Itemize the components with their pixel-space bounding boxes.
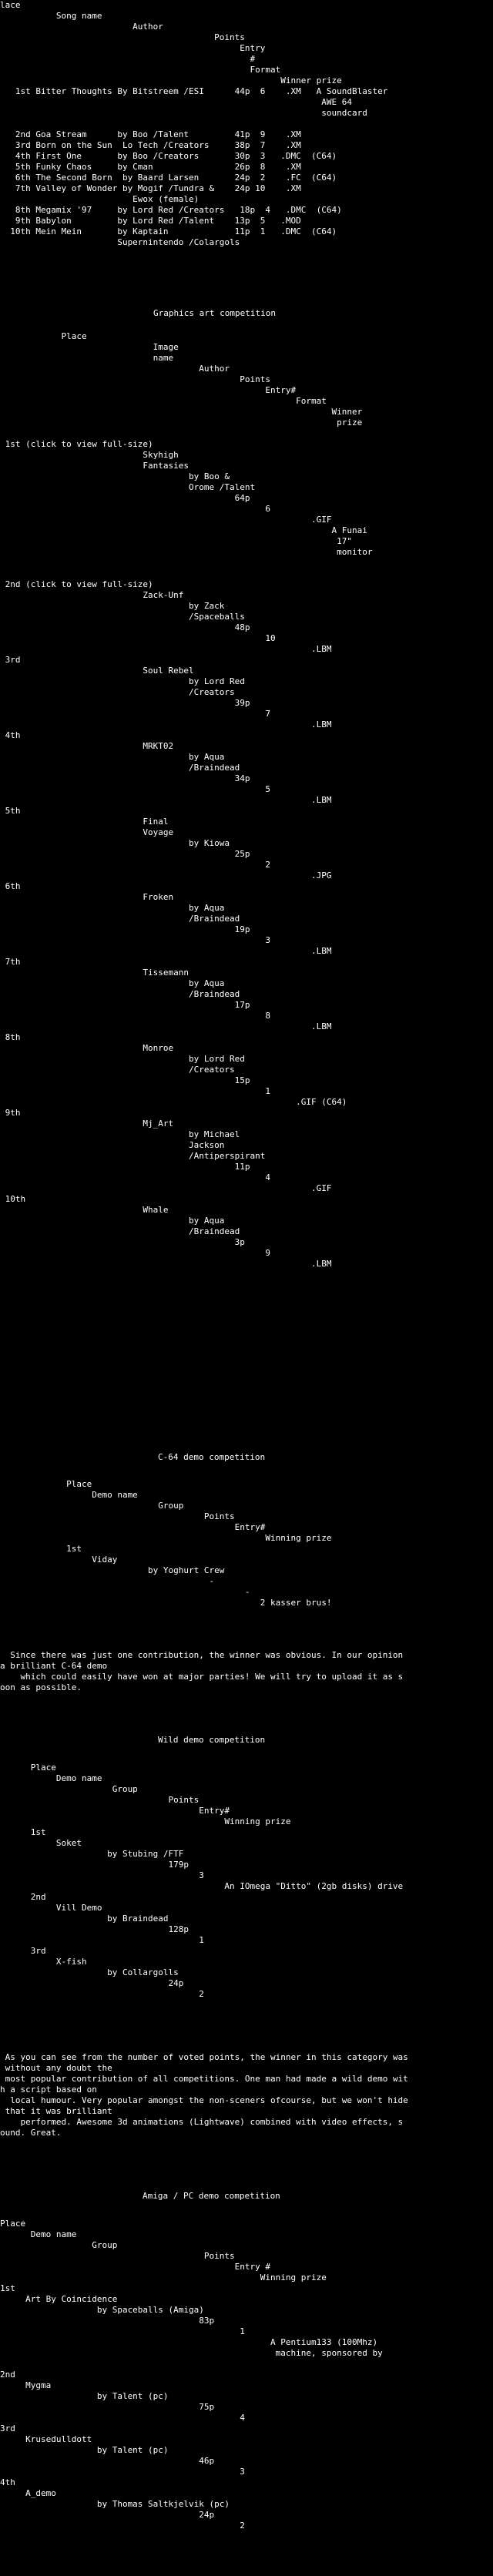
text-line: monitor — [0, 547, 373, 557]
text-line: MRKT02 — [0, 741, 174, 751]
text-line: Entry# — [0, 1522, 266, 1532]
graphics-section-title: Graphics art competition — [153, 308, 276, 318]
text-line: local humour. Very popular amongst the non-sceners ofcourse, but we won't hide — [0, 2095, 408, 2105]
text-line: machine, sponsored by — [0, 2348, 383, 2358]
text-line: .GIF — [0, 1183, 332, 1193]
text-line: Supernintendo /Colargols — [0, 237, 240, 247]
text-line: 6th The Second Born by Baard Larsen 24p 2 .FC (C64) — [0, 173, 337, 183]
text-line: Format — [0, 396, 327, 406]
text-line: 1st Bitter Thoughts By Bitstreem /ESI 44p 6 .XM A SoundBlaster — [0, 86, 388, 96]
text-line: 10 — [0, 633, 276, 643]
text-line: Entry# — [0, 385, 297, 395]
text-line: 8th — [0, 1032, 21, 1042]
text-line: Entry# — [0, 1806, 230, 1816]
text-line: 24p — [0, 2510, 215, 2520]
text-line: Group — [0, 1784, 138, 1794]
text-line — [0, 2359, 383, 2370]
text-line: Zack-Unf — [0, 590, 184, 600]
text-line: 8th Megamix '97 by Lord Red /Creators 18p 4 .DMC (C64) — [0, 205, 342, 215]
text-line: 2nd (click to view full-size) — [0, 579, 153, 589]
text-line: name — [0, 353, 174, 363]
text-line: .LBM — [0, 1259, 332, 1269]
text-line: performed. Awesome 3d animations (Lightwave) combined with video effects, s — [0, 2117, 404, 2127]
text-line: Demo name — [0, 2229, 77, 2239]
text-line: 1 — [0, 1086, 270, 1096]
text-line: by Stubing /FTF — [0, 1849, 184, 1859]
text-line: 2nd — [0, 1892, 46, 1902]
text-line: 7 — [0, 709, 270, 719]
text-line: 128p — [0, 1924, 189, 1934]
text-line: Mj_Art — [0, 1119, 174, 1129]
text-line: .LBM — [0, 795, 332, 805]
text-line: Group — [0, 1501, 184, 1511]
text-line: 10th — [0, 1194, 26, 1204]
text-line: 24p — [0, 1978, 184, 1988]
text-line: Points — [0, 1511, 235, 1521]
wild-section-title: Wild demo competition — [158, 1735, 266, 1745]
text-line: Place — [0, 1763, 56, 1773]
text-line: 4 — [0, 1172, 270, 1182]
text-line: Format — [0, 65, 281, 75]
text-line: A Pentium133 (100Mhz) — [0, 2337, 378, 2347]
text-line: h a script based on — [0, 2085, 97, 2095]
text-line: 1st — [0, 1827, 46, 1837]
text-line: Final — [0, 817, 169, 827]
text-line: 7th Valley of Wonder by Mogif /Tundra & 24p 10 .XM — [0, 183, 301, 193]
text-line: - — [0, 1576, 215, 1586]
text-line: X-fish — [0, 1957, 87, 1967]
text-line — [0, 119, 387, 129]
text-line: /Antiperspirant — [0, 1151, 266, 1161]
text-line: 179p — [0, 1860, 189, 1870]
text-line: by Lord Red — [0, 676, 245, 686]
text-line: Whale — [0, 1205, 169, 1215]
text-line: by Aqua — [0, 752, 225, 762]
text-line: 4 — [0, 2413, 245, 2423]
text-line: Points — [0, 374, 270, 384]
text-line: which could easily have won at major parties! We will try to upload it as s — [0, 1672, 404, 1682]
text-line: 3 — [0, 2467, 245, 2477]
text-line: 9th Babylon by Lord Red /Talent 13p 5 .MOD — [0, 216, 301, 226]
text-line: Winning prize — [0, 1533, 332, 1543]
text-line: .GIF — [0, 515, 332, 525]
text-line: soundcard — [0, 108, 367, 118]
text-line: Ewox (female) — [0, 194, 200, 204]
text-line: /Spaceballs — [0, 612, 245, 622]
text-line: Viday — [0, 1555, 118, 1565]
text-line: 3rd Born on the Sun Lo Tech /Creators 38p 7 .XM — [0, 140, 301, 150]
text-line: 19p — [0, 924, 250, 934]
text-line: Entry # — [0, 2262, 270, 2272]
text-line — [0, 428, 372, 439]
text-line: 9th — [0, 1108, 21, 1118]
text-line: Winner — [0, 407, 363, 417]
text-line: 1st — [0, 1544, 82, 1554]
text-line: by Talent (pc) — [0, 2445, 169, 2455]
text-line: prize — [0, 418, 363, 428]
text-line: Voyage — [0, 827, 174, 837]
text-line: 8 — [0, 1011, 270, 1021]
text-line: 3rd — [0, 655, 21, 665]
text-line: A_demo — [0, 2488, 56, 2498]
text-line: 4th — [0, 730, 21, 740]
text-line: by Aqua — [0, 1216, 225, 1226]
text-line — [0, 558, 372, 569]
text-line: without any doubt the — [0, 2063, 112, 2073]
text-line: 3rd — [0, 2423, 15, 2433]
text-line: Mygma — [0, 2380, 52, 2390]
text-line: by Braindead — [0, 1914, 169, 1924]
text-line: .LBM — [0, 644, 332, 654]
text-line: 4th First One by Boo /Creators 30p 3 .DMC (C64) — [0, 151, 337, 161]
text-line: Winner prize — [0, 75, 342, 86]
amiga-pc-section-title: Amiga / PC demo competition — [143, 2191, 280, 2201]
text-line: by Boo & — [0, 471, 230, 481]
text-line: /Creators — [0, 1065, 235, 1075]
text-line: by Aqua — [0, 903, 225, 913]
text-line: /Braindead — [0, 763, 240, 773]
text-line: .LBM — [0, 719, 332, 730]
text-line: 39p — [0, 698, 250, 708]
text-line: 5 — [0, 784, 270, 794]
text-line: 34p — [0, 773, 250, 783]
text-line: 2 — [0, 1989, 204, 1999]
text-line: 11p — [0, 1162, 250, 1172]
text-line: 25p — [0, 849, 250, 859]
text-line: 17" — [0, 536, 352, 546]
text-line: Froken — [0, 892, 174, 902]
c64-section-title: C-64 demo competition — [158, 1452, 266, 1462]
text-line: 3rd — [0, 1946, 46, 1956]
text-line: Soket — [0, 1838, 82, 1848]
text-line: most popular contribution of all competitions. One man had made a wild demo wit — [0, 2074, 408, 2084]
text-line: 2 — [0, 2521, 245, 2531]
text-line: ound. Great. — [0, 2128, 62, 2138]
text-line: # — [0, 54, 256, 64]
wild-commentary — [0, 2052, 408, 2138]
text-line: oon as possible. — [0, 1682, 82, 1692]
text-line: Place — [0, 331, 87, 341]
text-line: Fantasies — [0, 461, 189, 471]
text-line: 1st (click to view full-size) — [0, 439, 153, 449]
text-line: Krusedulldott — [0, 2434, 92, 2444]
text-line: Points — [0, 2251, 235, 2261]
text-line: that it was brilliant — [0, 2106, 112, 2116]
text-line: by Kiowa — [0, 838, 230, 848]
text-line: Points — [0, 1795, 200, 1805]
text-line: 2nd — [0, 2370, 15, 2380]
text-line: Vill Demo — [0, 1903, 102, 1913]
text-line: 64p — [0, 493, 250, 503]
text-line: a brilliant C-64 demo — [0, 1661, 108, 1671]
text-line: An IOmega "Ditto" (2gb disks) drive — [0, 1881, 404, 1891]
text-line: by Lord Red — [0, 1054, 245, 1064]
text-line: Author — [0, 364, 230, 374]
text-line: 2 kasser brus! — [0, 1598, 332, 1608]
text-line: 17p — [0, 1000, 250, 1010]
text-line: Since there was just one contribution, the winner was obvious. In our opinion — [0, 1650, 404, 1660]
text-line: 75p — [0, 2402, 215, 2412]
text-line: Demo name — [0, 1490, 138, 1500]
text-line: 46p — [0, 2456, 215, 2466]
text-line: /Braindead — [0, 1226, 240, 1236]
text-line: /Creators — [0, 687, 235, 697]
text-line: Winning prize — [0, 1816, 291, 1826]
text-line: 1 — [0, 1935, 204, 1945]
text-line: 2nd Goa Stream by Boo /Talent 41p 9 .XM — [0, 129, 301, 139]
graphics-competition-results — [0, 331, 372, 1270]
text-line: Skyhigh — [0, 450, 179, 460]
text-line: by Spaceballs (Amiga) — [0, 2305, 204, 2315]
text-line: Place — [0, 2219, 26, 2229]
text-line: 1 — [0, 2326, 245, 2336]
text-line: by Zack — [0, 601, 225, 611]
text-line: AWE 64 — [0, 97, 352, 107]
text-line: Song name — [0, 11, 102, 21]
text-line: 2 — [0, 860, 270, 870]
text-line: A Funai — [0, 525, 367, 535]
text-line: Place — [0, 1479, 92, 1489]
text-line: Tissemann — [0, 968, 189, 978]
text-line: by Thomas Saltkjelvik (pc) — [0, 2499, 230, 2509]
text-line: by Talent (pc) — [0, 2391, 169, 2401]
text-line: Orome /Talent — [0, 482, 256, 492]
music-competition-results — [0, 0, 387, 248]
text-line: Image — [0, 342, 179, 352]
text-line: 9 — [0, 1248, 270, 1258]
c64-competition-results — [0, 1479, 331, 1608]
text-line: 83p — [0, 2316, 215, 2326]
text-line: 7th — [0, 957, 21, 967]
text-line: 5th — [0, 806, 21, 816]
text-line: /Braindead — [0, 989, 240, 999]
text-line: .LBM — [0, 1021, 332, 1031]
text-line: Art By Coincidence — [0, 2294, 118, 2304]
text-line: 1st — [0, 2283, 15, 2293]
text-line: .LBM — [0, 946, 332, 956]
text-line: 6 — [0, 504, 270, 514]
text-line: Monroe — [0, 1043, 174, 1053]
text-line: 4th — [0, 2477, 15, 2487]
text-line: Winning prize — [0, 2272, 327, 2283]
text-line: 15p — [0, 1075, 250, 1085]
text-line: 6th — [0, 881, 21, 891]
text-line: Author — [0, 22, 163, 32]
text-line: .GIF (C64) — [0, 1097, 347, 1107]
c64-commentary — [0, 1650, 403, 1693]
text-line: by Aqua — [0, 978, 225, 988]
text-line: by Yoghurt Crew — [0, 1565, 225, 1575]
text-line: Points — [0, 32, 245, 42]
text-line: by Michael — [0, 1129, 240, 1139]
text-line: 3 — [0, 935, 270, 945]
text-line: Jackson — [0, 1140, 225, 1150]
wild-competition-results — [0, 1763, 403, 2000]
text-line: by Collargolls — [0, 1967, 179, 1977]
text-line: /Braindead — [0, 914, 240, 924]
text-line: 5th Funky Chaos by Cman 26p 8 .XM — [0, 162, 301, 172]
text-line: Demo name — [0, 1773, 102, 1783]
text-line: Group — [0, 2240, 118, 2250]
text-line: - — [0, 1587, 250, 1597]
text-line: .JPG — [0, 870, 332, 880]
text-line: As you can see from the number of voted points, the winner in this category was — [0, 2052, 408, 2062]
text-line: 10th Mein Mein by Kaptain 11p 1 .DMC (C64) — [0, 226, 337, 236]
text-line: 3 — [0, 1870, 204, 1880]
text-line: lace — [0, 0, 21, 10]
amiga-pc-competition-results — [0, 2219, 383, 2531]
text-line: Entry — [0, 43, 266, 53]
text-line — [0, 569, 372, 579]
text-line: 48p — [0, 622, 250, 632]
text-line: 3p — [0, 1237, 245, 1247]
text-line: Soul Rebel — [0, 666, 194, 676]
